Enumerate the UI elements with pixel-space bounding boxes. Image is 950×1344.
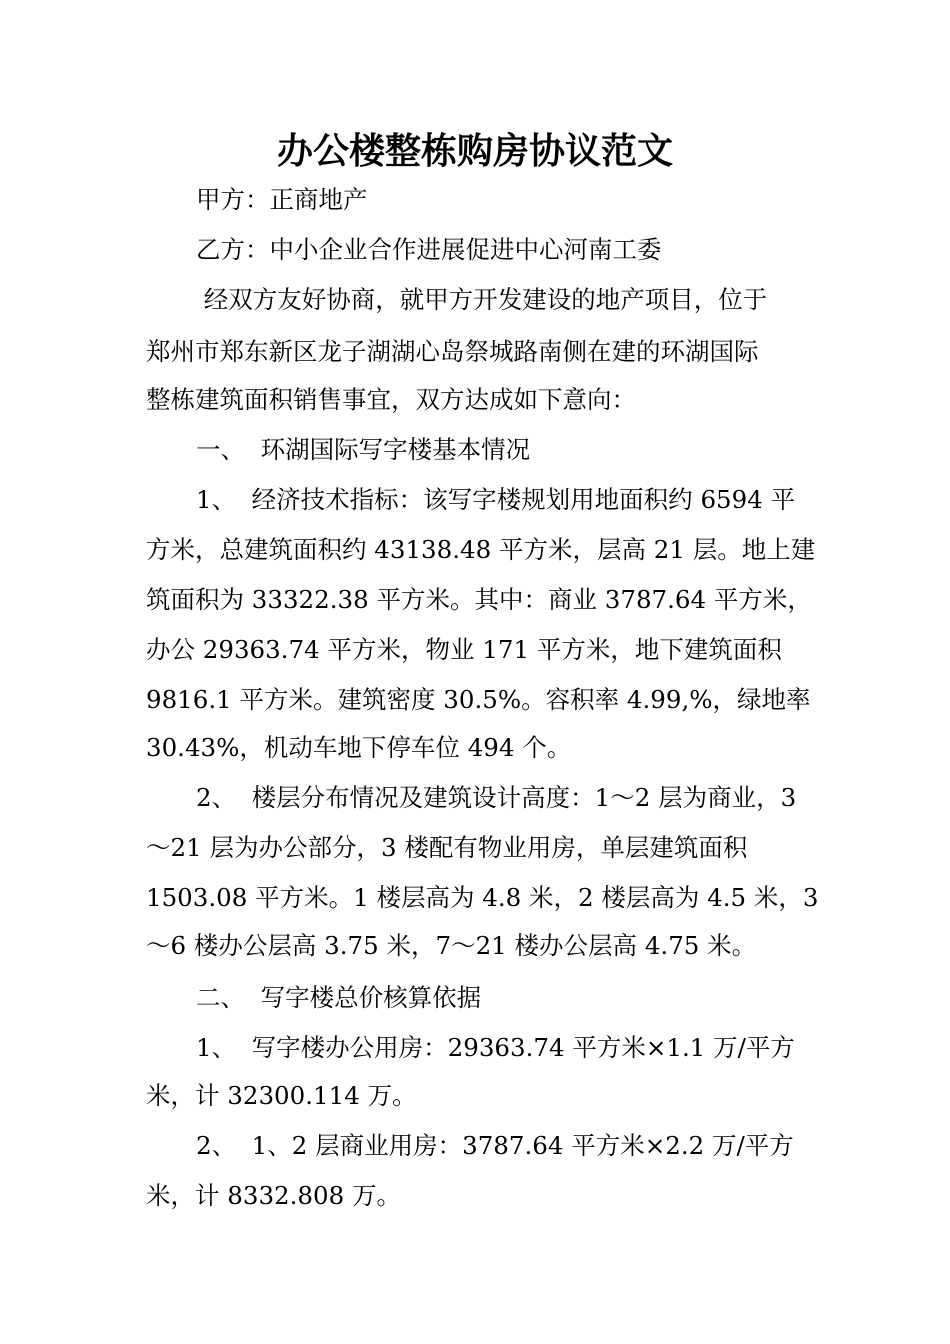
paragraph-line: 2、 1、2 层商业用房：3787.64 平方米×2.2 万/平方: [196, 1131, 794, 1160]
paragraph-line: 1、 经济技术指标：该写字楼规划用地面积约 6594 平: [196, 485, 796, 514]
paragraph-line: 9816.1 平方米。建筑密度 30.5%。容积率 4.99,%，绿地率: [146, 685, 811, 714]
paragraph-line: 1503.08 平方米。1 楼层高为 4.8 米，2 楼层高为 4.5 米，3: [146, 883, 819, 912]
paragraph-line: 办公 29363.74 平方米，物业 171 平方米，地下建筑面积: [146, 635, 782, 664]
paragraph-line: 米，计 8332.808 万。: [146, 1181, 401, 1210]
paragraph-line: 整栋建筑面积销售事宜，双方达成如下意向：: [146, 385, 636, 414]
document-title: 办公楼整栋购房协议范文: [276, 131, 673, 172]
paragraph-line: 方米，总建筑面积约 43138.48 平方米，层高 21 层。地上建: [146, 535, 816, 564]
paragraph-line: 郑州市郑东新区龙子湖湖心岛祭城路南侧在建的环湖国际: [146, 337, 759, 366]
paragraph-line: ～6 楼办公层高 3.75 米，7～21 楼办公层高 4.75 米。: [146, 931, 757, 960]
paragraph-line: 米，计 32300.114 万。: [146, 1081, 417, 1110]
party-a-line: 甲方：正商地产: [196, 185, 368, 214]
paragraph-line: 30.43%，机动车地下停车位 494 个。: [146, 733, 572, 762]
section-heading: 二、 写字楼总价核算依据: [196, 983, 482, 1012]
paragraph-line: 经双方友好协商，就甲方开发建设的地产项目，位于: [196, 285, 768, 314]
paragraph-line: 1、 写字楼办公用房：29363.74 平方米×1.1 万/平方: [196, 1033, 795, 1062]
party-b-line: 乙方：中小企业合作进展促进中心河南工委: [196, 235, 662, 264]
paragraph-line: 筑面积为 33322.38 平方米。其中：商业 3787.64 平方米，: [146, 585, 812, 614]
paragraph-line: ～21 层为办公部分，3 楼配有物业用房，单层建筑面积: [146, 833, 748, 862]
paragraph-line: 2、 楼层分布情况及建筑设计高度：1～2 层为商业，3: [196, 783, 797, 812]
section-heading: 一、 环湖国际写字楼基本情况: [196, 435, 531, 464]
